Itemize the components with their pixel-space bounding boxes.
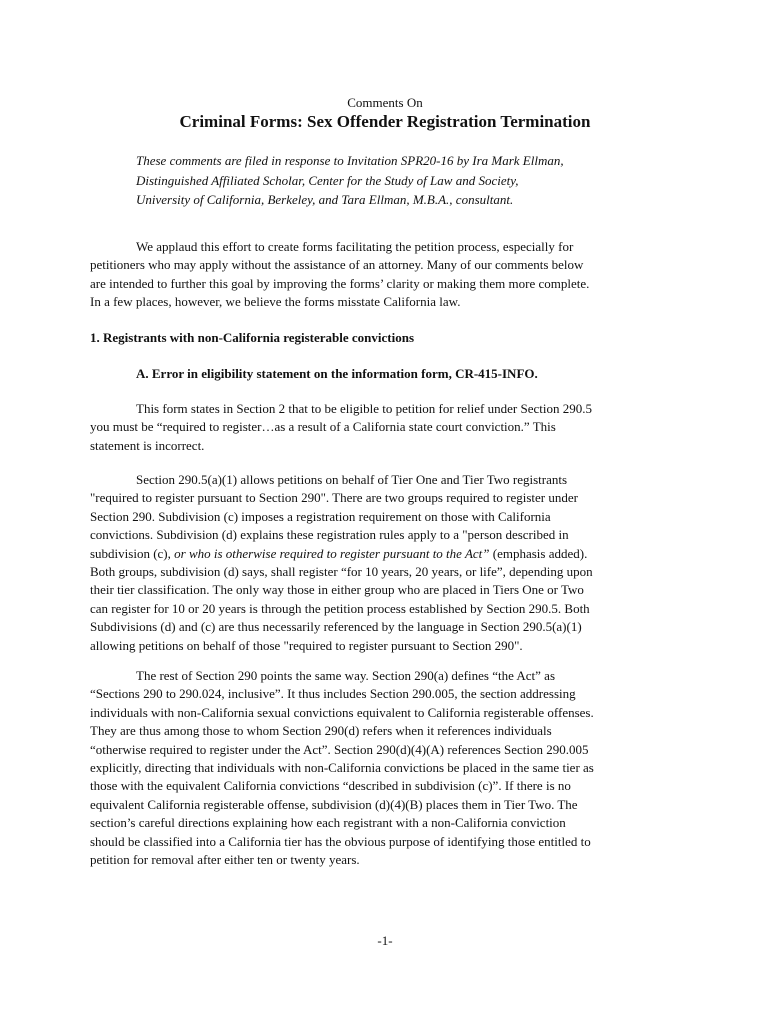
subsection-heading: A. Error in eligibility statement on the information form, CR-415-INFO. [136,366,538,381]
paragraph-applaud [90,238,685,312]
paragraph-line: Section 290. Subdivision (c) imposes a registration requirement on those with California [90,508,551,524]
emphasized-quote: or who is otherwise required to register pursuant to the Act” [174,545,490,561]
paragraph-line: can register for 10 or 20 years is through the petition process established by Section 290.5. Both [90,600,590,616]
paragraph-line: allowing petitions on behalf of those "required to register pursuant to Section 290". [90,637,523,653]
intro-line: Distinguished Affiliated Scholar, Center for the Study of Law and Society, [136,172,519,188]
paragraph-line: Subdivisions (d) and (c) are thus necessarily referenced by the language in Section 290.5(a)(1) [90,619,582,635]
paragraph-line: individuals with non-California sexual convictions equivalent to California registerable offenses. [90,704,594,720]
paragraph-section-290-5 [90,471,685,655]
paragraph-line: should be classified into a California tier has the obvious purpose of identifying those entitled to [90,833,591,849]
paragraph-line: They are thus among those to whom Section 290(d) refers when it references individuals [90,723,552,739]
paragraph-line: section’s careful directions explaining how each registrant with a non-California conviction [90,815,566,831]
paragraph-line [90,545,685,563]
paragraph-form-states [90,400,685,455]
text-run: subdivision (c), [90,545,175,561]
paragraph-line: Both groups, subdivision (d) says, shall register “for 10 years, 20 years, or life”, depending upon [90,564,593,580]
paragraph-line: We applaud this effort to create forms facilitating the petition process, especially for [136,239,574,254]
paragraph-line: In a few places, however, we believe the forms misstate California law. [90,294,461,310]
section-heading: 1. Registrants with non-California registerable convictions [90,330,415,345]
document-title: Criminal Forms: Sex Offender Registration Termination [179,112,591,131]
paragraph-line: their tier classification. The only way those in either group who are placed in Tiers One or Two [90,582,584,598]
paragraph-line: explicitly, directing that individuals with non-California convictions be placed in the same tier as [90,760,594,776]
paragraph-line: The rest of Section 290 points the same way. Section 290(a) defines “the Act” as [136,668,556,683]
paragraph-line: you must be “required to register…as a result of a California state court conviction.” This [90,419,556,435]
paragraph-line: petitioners who may apply without the assistance of an attorney. Many of our comments below [90,257,584,273]
pre-title: Comments On [347,95,423,110]
paragraph-line: equivalent California registerable offense, subdivision (d)(4)(B) places them in Tier Two. The [90,796,578,812]
text-run: (emphasis added). [489,545,588,561]
paragraph-line: are intended to further this goal by improving the forms’ clarity or making them more complete. [90,275,590,291]
paragraph-line: “otherwise required to register under the Act”. Section 290(d)(4)(A) references Section 290.005 [90,741,589,757]
intro-line: University of California, Berkeley, and Tara Ellman, M.B.A., consultant. [136,192,514,207]
paragraph-line: petition for removal after either ten or twenty years. [90,852,360,868]
intro-statement [136,151,676,210]
paragraph-line: “Sections 290 to 290.024, inclusive”. It thus includes Section 290.005, the section addressing [90,686,576,702]
paragraph-line: statement is incorrect. [90,437,205,453]
paragraph-line: those with the equivalent California convictions “described in subdivision (c)”. If there is no [90,778,571,794]
intro-line: These comments are filed in response to Invitation SPR20-16 by Ira Mark Ellman, [136,153,564,168]
paragraph-rest-of-section-290 [90,667,685,869]
paragraph-line: "required to register pursuant to Section 290". There are two groups required to register under [90,490,578,506]
paragraph-line: This form states in Section 2 that to be eligible to petition for relief under Section 290.5 [136,401,592,416]
paragraph-line: Section 290.5(a)(1) allows petitions on behalf of Tier One and Tier Two registrants [136,472,568,487]
paragraph-line: convictions. Subdivision (d) explains these registration rules apply to a "person described in [90,527,569,543]
page-number: -1- [377,933,393,948]
